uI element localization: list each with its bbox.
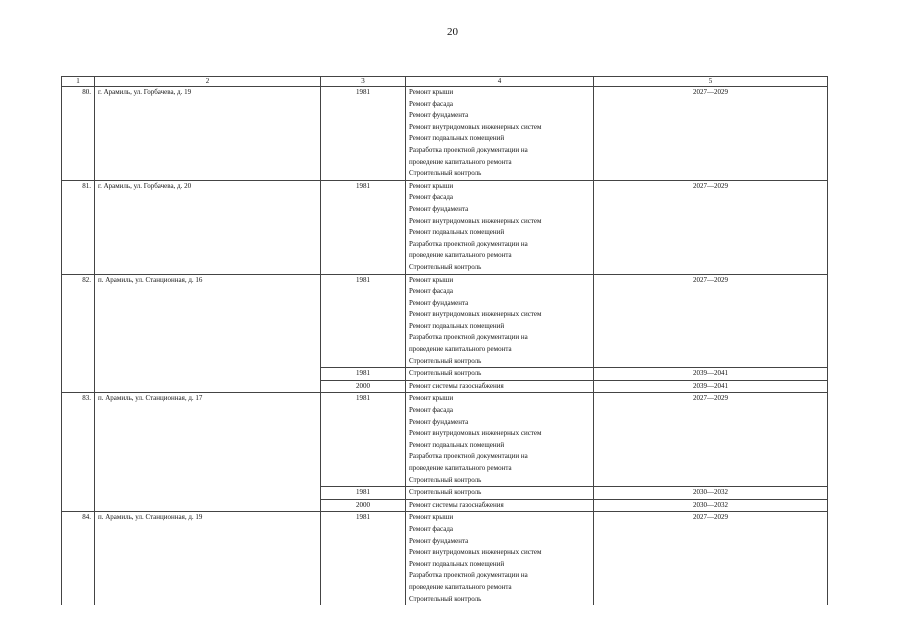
header-cell-5: 5 [594, 77, 828, 87]
year-cell: 1981 [321, 274, 406, 368]
work-item: Ремонт крыши [409, 513, 454, 522]
work-item: Разработка проектной документации на [409, 145, 528, 154]
works-cell [406, 487, 594, 500]
work-item: Ремонт фасада [409, 287, 454, 296]
period-cell: 2030—2032 [594, 487, 828, 500]
table-row [62, 274, 828, 368]
work-item: Ремонт подвальных помещений [409, 440, 505, 449]
work-item: Ремонт фундамента [409, 298, 469, 307]
address-cell: п. Арамиль, ул. Станционная, д. 19 [95, 512, 321, 605]
table-body [62, 77, 828, 606]
period-cell: 2027—2029 [594, 393, 828, 487]
work-item: Строительный контроль [409, 356, 482, 365]
period-cell: 2027—2029 [594, 274, 828, 368]
year-cell: 1981 [321, 393, 406, 487]
work-item: Разработка проектной документации на [409, 571, 528, 580]
work-item: Строительный контроль [409, 594, 482, 603]
work-item: Ремонт фасада [409, 406, 454, 415]
works-cell [406, 368, 594, 381]
work-item: Ремонт внутридомовых инженерных систем [409, 429, 542, 438]
table-row [62, 393, 828, 487]
table-header-row [62, 77, 828, 87]
header-cell-2: 2 [95, 77, 321, 87]
work-item: проведение капитального ремонта [409, 464, 512, 472]
address-cell: г. Арамиль, ул. Горбачева, д. 19 [95, 87, 321, 181]
work-item: Ремонт фундамента [409, 111, 469, 120]
work-item: Строительный контроль [409, 475, 482, 484]
work-item: Ремонт крыши [409, 275, 454, 284]
row-number: 84. [62, 512, 95, 605]
work-item: Ремонт подвальных помещений [409, 228, 505, 237]
row-number: 81. [62, 180, 95, 274]
work-item: Строительный контроль [409, 369, 482, 378]
work-item: Ремонт системы газоснабжения [409, 381, 504, 390]
table-row [62, 87, 828, 181]
work-item: Ремонт крыши [409, 394, 454, 403]
work-item: Ремонт фундамента [409, 536, 469, 545]
period-cell: 2027—2029 [594, 87, 828, 181]
work-item: Разработка проектной документации на [409, 452, 528, 461]
address-cell: п. Арамиль, ул. Станционная, д. 16 [95, 274, 321, 393]
capital-repair-table [61, 76, 828, 605]
works-cell [406, 380, 594, 393]
work-item: Ремонт крыши [409, 181, 454, 190]
row-number: 83. [62, 393, 95, 512]
work-item: Ремонт внутридомовых инженерных систем [409, 122, 542, 131]
header-cell-1: 1 [62, 77, 95, 87]
header-cell-4: 4 [406, 77, 594, 87]
period-cell: 2039—2041 [594, 368, 828, 381]
period-cell: 2039—2041 [594, 380, 828, 393]
works-cell [406, 499, 594, 512]
period-cell: 2030—2032 [594, 499, 828, 512]
work-item: Ремонт подвальных помещений [409, 134, 505, 143]
page-number: 20 [447, 26, 458, 38]
work-item: Ремонт подвальных помещений [409, 321, 505, 330]
work-item: Строительный контроль [409, 262, 482, 271]
works-cell [406, 393, 594, 487]
works-cell [406, 274, 594, 368]
year-cell: 1981 [321, 368, 406, 381]
work-item: Ремонт крыши [409, 88, 454, 96]
address-cell: г. Арамиль, ул. Горбачева, д. 20 [95, 180, 321, 274]
table-row [62, 180, 828, 274]
row-number: 82. [62, 274, 95, 393]
row-number: 80. [62, 87, 95, 181]
work-item: Ремонт подвальных помещений [409, 559, 505, 568]
table-row [62, 512, 828, 605]
work-item: Разработка проектной документации на [409, 239, 528, 248]
year-cell: 1981 [321, 180, 406, 274]
year-cell: 1981 [321, 87, 406, 181]
works-cell [406, 512, 594, 605]
work-item: Ремонт фасада [409, 524, 454, 533]
work-item: проведение капитального ремонта [409, 157, 512, 166]
work-item: проведение капитального ремонта [409, 251, 512, 260]
work-item: проведение капитального ремонта [409, 345, 512, 354]
period-cell: 2027—2029 [594, 180, 828, 274]
work-item: Ремонт фундамента [409, 417, 469, 426]
work-item: Ремонт фундамента [409, 204, 469, 213]
work-item: Ремонт внутридомовых инженерных систем [409, 216, 542, 225]
year-cell: 1981 [321, 487, 406, 500]
header-cell-3: 3 [321, 77, 406, 87]
work-item: Ремонт системы газоснабжения [409, 500, 504, 509]
work-item: Строительный контроль [409, 169, 482, 178]
work-item: Разработка проектной документации на [409, 333, 528, 342]
year-cell: 2000 [321, 499, 406, 512]
work-item: Ремонт фасада [409, 99, 454, 108]
year-cell: 2000 [321, 380, 406, 393]
address-cell: п. Арамиль, ул. Станционная, д. 17 [95, 393, 321, 512]
work-item: проведение капитального ремонта [409, 582, 512, 591]
year-cell: 1981 [321, 512, 406, 605]
works-cell [406, 87, 594, 181]
work-item: Строительный контроль [409, 488, 482, 497]
works-cell [406, 180, 594, 274]
period-cell: 2027—2029 [594, 512, 828, 605]
work-item: Ремонт фасада [409, 193, 454, 202]
work-item: Ремонт внутридомовых инженерных систем [409, 548, 542, 557]
work-item: Ремонт внутридомовых инженерных систем [409, 310, 542, 319]
